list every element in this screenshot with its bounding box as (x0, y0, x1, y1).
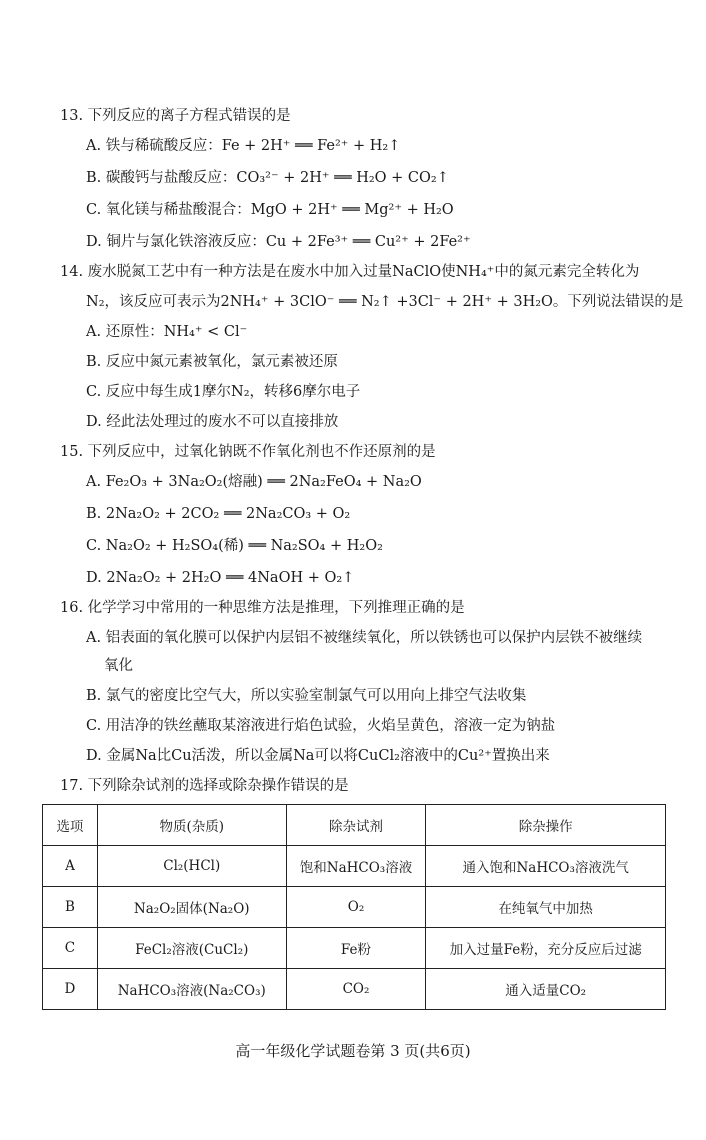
table-row (43, 928, 666, 969)
question-17-stem: 17. 下列除杂试剂的选择或除杂操作错误的是 (60, 778, 349, 794)
table-cell: 通入适量CO₂ (426, 969, 666, 1010)
q16-option-a-line1: A. 铝表面的氧化膜可以保护内层铝不被继续氧化，所以铁锈也可以保护内层铁不被继续 (86, 630, 643, 646)
table-cell: FeCl₂溶液(CuCl₂) (97, 928, 286, 969)
q13-option-b: B. 碳酸钙与盐酸反应：CO₃²⁻ + 2H⁺ ══ H₂O + CO₂↑ (86, 170, 449, 186)
question-14-stem-line1: 14. 废水脱氮工艺中有一种方法是在废水中加入过量NaClO使NH₄⁺中的氮元素完全转化为 (60, 264, 640, 280)
q15-option-d: D. 2Na₂O₂ + 2H₂O ══ 4NaOH + O₂↑ (86, 570, 355, 586)
header-option: 选项 (43, 805, 98, 846)
table-row (43, 887, 666, 928)
q14-option-d: D. 经此法处理过的废水不可以直接排放 (86, 414, 339, 430)
page-footer: 高一年级化学试题卷第 3 页(共6页) (235, 1042, 471, 1060)
q14-option-a: A. 还原性：NH₄⁺ < Cl⁻ (86, 324, 248, 340)
q16-option-a-line2: 氧化 (104, 658, 133, 674)
question-13-stem: 13. 下列反应的离子方程式错误的是 (60, 108, 291, 124)
question-14-stem-line2: N₂，该反应可表示为2NH₄⁺ + 3ClO⁻ ══ N₂↑ +3Cl⁻ + 2H⁺ + 3H₂O。下列说法错误的是 (86, 294, 684, 310)
q13-option-c: C. 氧化镁与稀盐酸混合：MgO + 2H⁺ ══ Mg²⁺ + H₂O (86, 202, 454, 218)
question-16-stem: 16. 化学学习中常用的一种思维方法是推理，下列推理正确的是 (60, 600, 465, 616)
table-cell: D (43, 969, 98, 1010)
q16-option-d: D. 金属Na比Cu活泼，所以金属Na可以将CuCl₂溶液中的Cu²⁺置换出来 (86, 748, 550, 764)
table-cell: Cl₂(HCl) (97, 846, 286, 887)
table-row (43, 846, 666, 887)
q15-option-a: A. Fe₂O₃ + 3Na₂O₂(熔融) ══ 2Na₂FeO₄ + Na₂O (86, 474, 422, 490)
table-row (43, 969, 666, 1010)
q13-option-a: A. 铁与稀硫酸反应：Fe + 2H⁺ ══ Fe²⁺ + H₂↑ (86, 138, 401, 154)
q15-option-b: B. 2Na₂O₂ + 2CO₂ ══ 2Na₂CO₃ + O₂ (86, 506, 351, 522)
table-cell: 通入饱和NaHCO₃溶液洗气 (426, 846, 666, 887)
q13-option-d: D. 铜片与氯化铁溶液反应：Cu + 2Fe³⁺ ══ Cu²⁺ + 2Fe²⁺ (86, 234, 471, 250)
table-cell: 加入过量Fe粉，充分反应后过滤 (426, 928, 666, 969)
q16-option-c: C. 用洁净的铁丝蘸取某溶液进行焰色试验，火焰呈黄色，溶液一定为钠盐 (86, 718, 556, 734)
header-operation: 除杂操作 (426, 805, 666, 846)
table-cell: 在纯氧气中加热 (426, 887, 666, 928)
q15-option-c: C. Na₂O₂ + H₂SO₄(稀) ══ Na₂SO₄ + H₂O₂ (86, 538, 383, 554)
table-header-row (43, 805, 666, 846)
table-cell: A (43, 846, 98, 887)
question-15-stem: 15. 下列反应中，过氧化钠既不作氧化剂也不作还原剂的是 (60, 444, 436, 460)
q14-option-b: B. 反应中氮元素被氧化，氯元素被还原 (86, 354, 338, 370)
header-reagent: 除杂试剂 (286, 805, 426, 846)
table-cell: B (43, 887, 98, 928)
table-cell: CO₂ (286, 969, 426, 1010)
table-cell: 饱和NaHCO₃溶液 (286, 846, 426, 887)
impurity-removal-table (42, 804, 666, 1010)
q16-option-b: B. 氯气的密度比空气大，所以实验室制氯气可以用向上排空气法收集 (86, 688, 527, 704)
table-cell: C (43, 928, 98, 969)
table-cell: Na₂O₂固体(Na₂O) (97, 887, 286, 928)
table-cell: O₂ (286, 887, 426, 928)
table-cell: NaHCO₃溶液(Na₂CO₃) (97, 969, 286, 1010)
table-cell: Fe粉 (286, 928, 426, 969)
q14-option-c: C. 反应中每生成1摩尔N₂，转移6摩尔电子 (86, 384, 361, 400)
header-substance: 物质(杂质) (97, 805, 286, 846)
